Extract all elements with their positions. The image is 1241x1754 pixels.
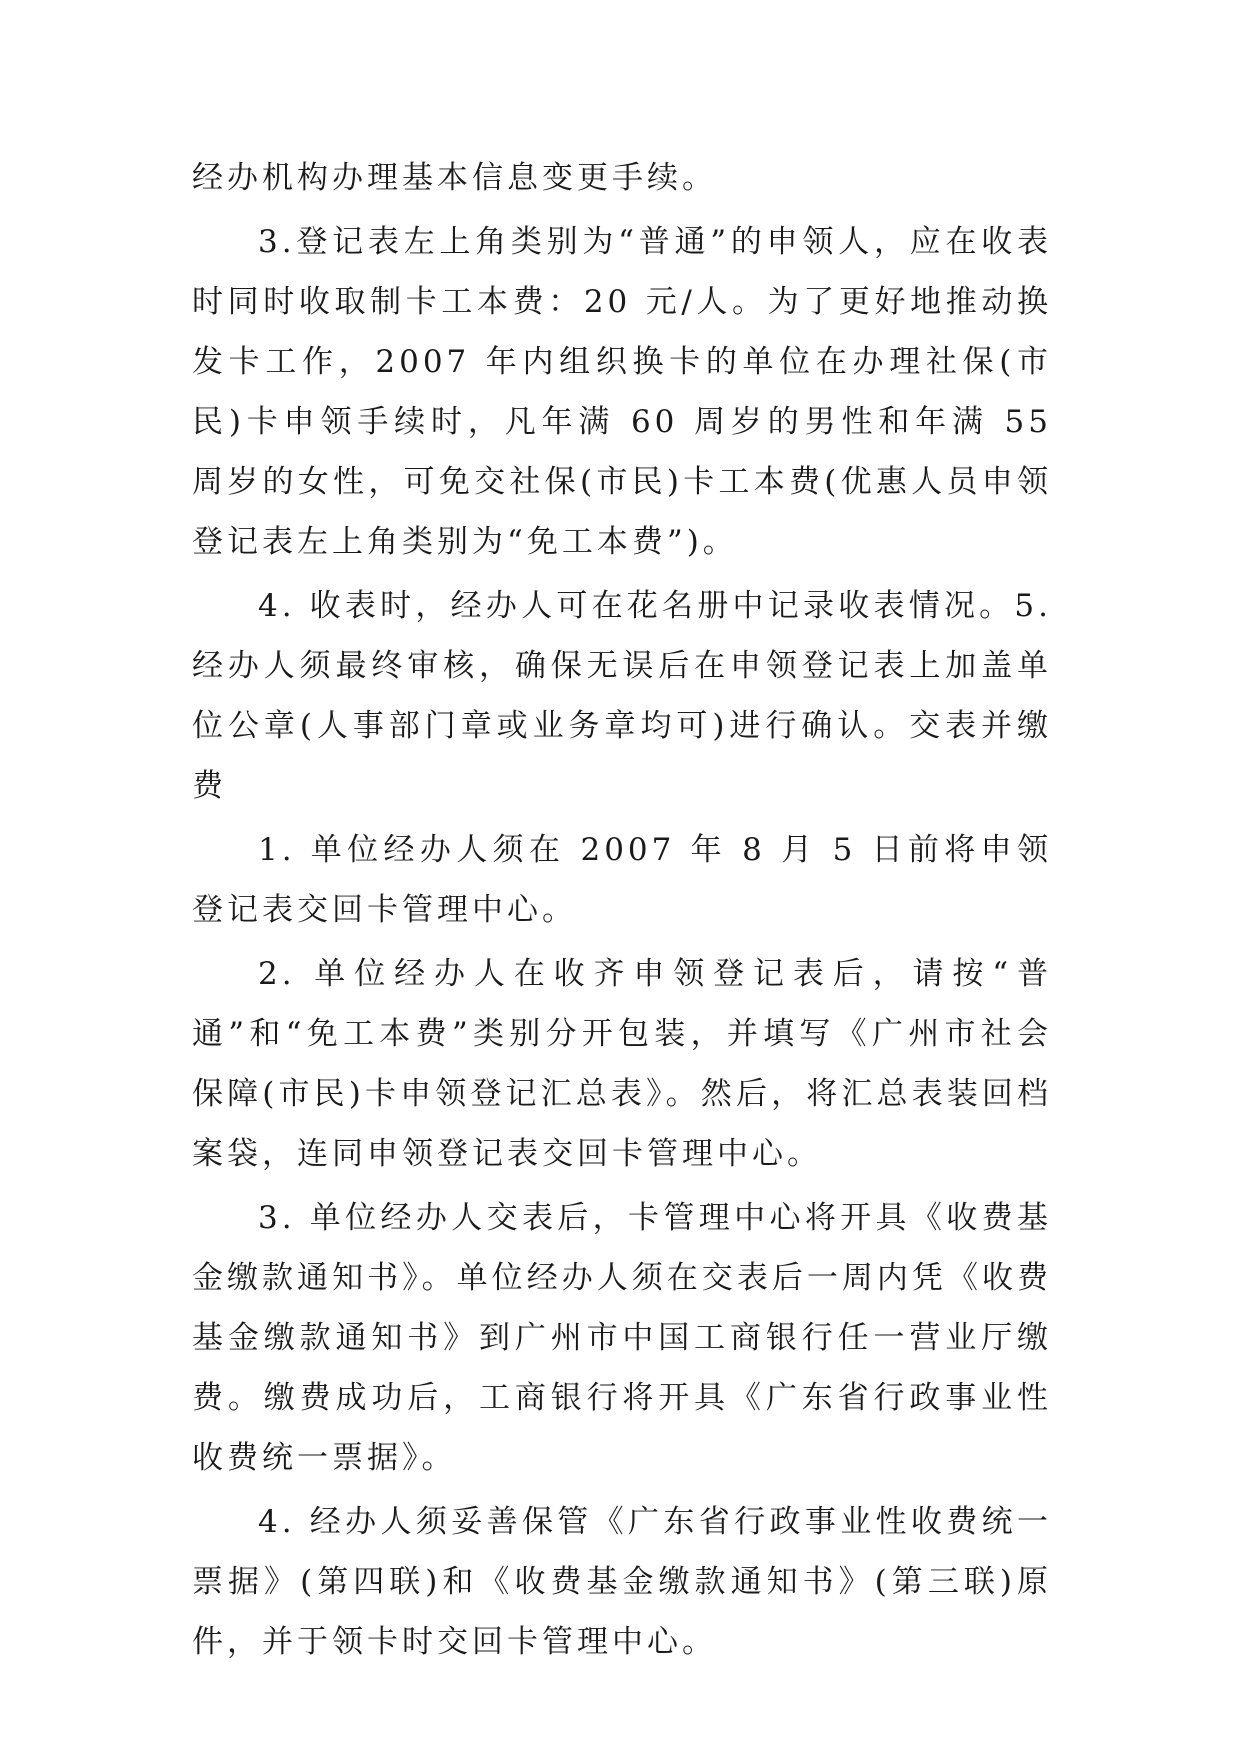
- document-body: [192, 148, 1052, 1672]
- paragraph-review: 4. 收表时，经办人可在花名册中记录收表情况。5.经办人须最终审核，确保无误后在申领登记表上加盖单位公章(人事部门章或业务章均可)进行确认。交表并缴费: [192, 588, 1052, 804]
- paragraph-continuation: 经办机构办理基本信息变更手续。: [192, 160, 717, 196]
- paragraph-submit-deadline: 1. 单位经办人须在 2007 年 8 月 5 日前将申领登记表交回卡管理中心。: [192, 832, 1052, 928]
- paragraph-receipt-keeping: 4. 经办人须妥善保管《广东省行政事业性收费统一票据》(第四联)和《收费基金缴款通知书》(第三联)原件，并于领卡时交回卡管理中心。: [192, 1504, 1052, 1660]
- paragraph-payment: 3. 单位经办人交表后，卡管理中心将开具《收费基金缴款通知书》。单位经办人须在交表后一周内凭《收费基金缴款通知书》到广州市中国工商银行任一营业厅缴费。缴费成功后，工商银行将开具《广东省行政事业性收费统一票据》。: [192, 1200, 1052, 1476]
- paragraph-packaging: 2. 单位经办人在收齐申领登记表后，请按“普通”和“免工本费”类别分开包装，并填写《广州市社会保障(市民)卡申领登记汇总表》。然后，将汇总表装回档案袋，连同申领登记表交回卡管理中心。: [192, 956, 1052, 1172]
- paragraph-fee-rule: 3.登记表左上角类别为“普通”的申领人，应在收表时同时收取制卡工本费：20 元/人。为了更好地推动换发卡工作，2007 年内组织换卡的单位在办理社保(市民)卡申领手续时，凡年满 60 周岁的男性和年满 55 周岁的女性，可免交社保(市民)卡工本费(优惠人员申领登记表左上角类别为“免工本费”)。: [192, 224, 1052, 560]
